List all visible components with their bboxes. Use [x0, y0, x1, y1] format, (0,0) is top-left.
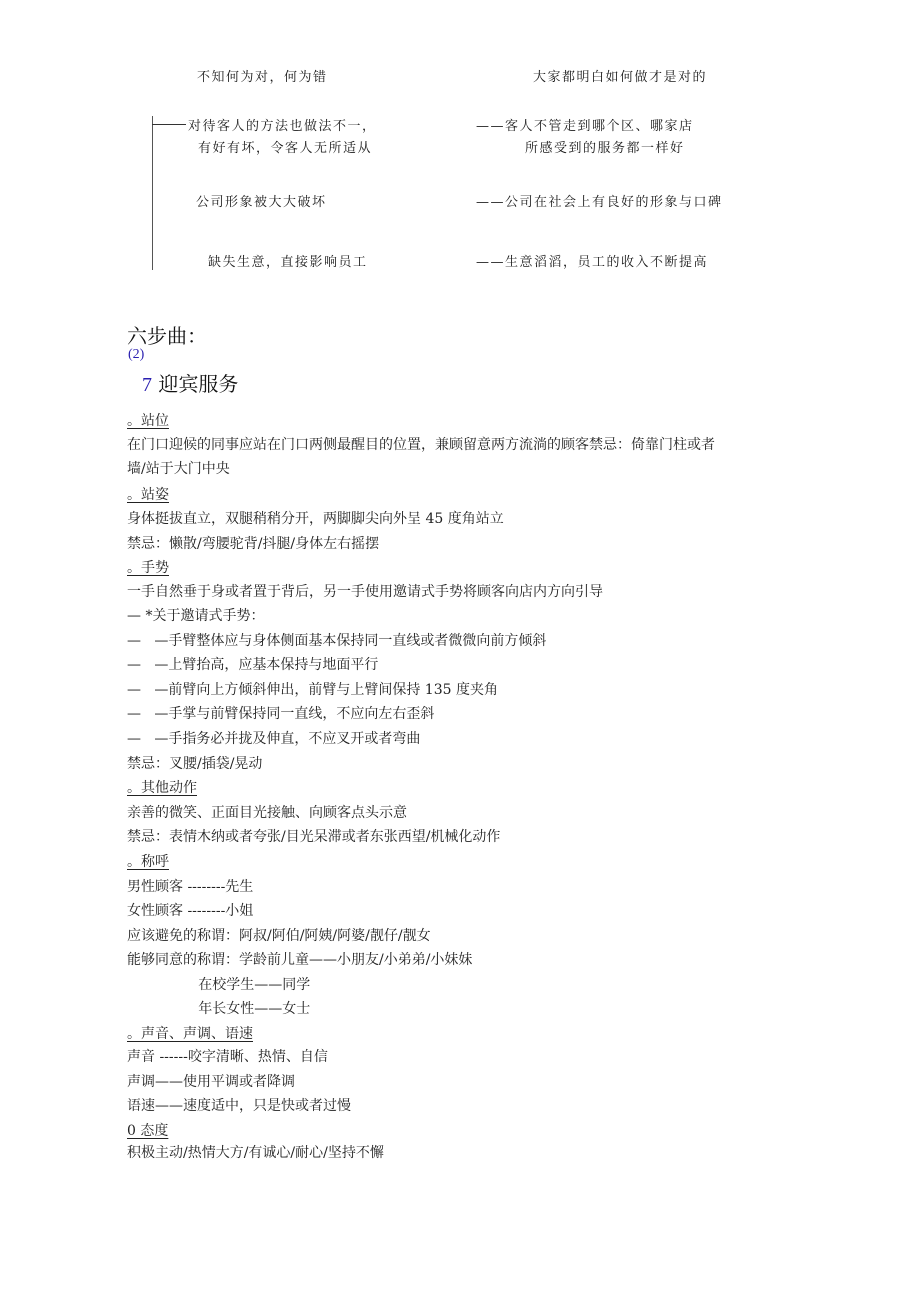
heading-voice: 。声音、声调、语速 — [127, 1026, 253, 1042]
shoushi-line-8: 禁忌：叉腰/插袋/晃动 — [127, 756, 263, 772]
heading-zhanwei: 。站位 — [127, 413, 169, 429]
left-row-2: 公司形象被大大破坏 — [196, 195, 327, 210]
left-row-3: 缺失生意，直接影响员工 — [208, 255, 368, 270]
voice-line-3: 语速——速度适中，只是快或者过慢 — [127, 1098, 351, 1114]
section-title: 迎宾服务 — [158, 372, 239, 396]
section-number: 7 — [142, 374, 152, 396]
shoushi-line-4: — —上臂抬高，应基本保持与地面平行 — [127, 657, 379, 673]
address-line-3: 应该避免的称谓：阿叔/阿伯/阿姨/阿婆/靓仔/靓女 — [127, 928, 431, 944]
left-row-1-line-2: 有好有坏，令客人无所适从 — [198, 141, 373, 156]
section-heading — [142, 368, 238, 397]
heading-shoushi: 。手势 — [127, 560, 169, 576]
heading-address: 。称呼 — [127, 854, 169, 870]
address-line-1: 男性顾客 --------先生 — [127, 879, 254, 895]
heading-other-actions: 。其他动作 — [127, 780, 197, 796]
shoushi-line-7: — —手指务必并拢及伸直，不应叉开或者弯曲 — [127, 731, 421, 747]
address-line-5: 在校学生——同学 — [127, 977, 311, 993]
attitude-line-1: 积极主动/热情大方/有诚心/耐心/坚持不懈 — [127, 1145, 384, 1161]
shoushi-line-6: — —手掌与前臂保持同一直线，不应向左右歪斜 — [127, 706, 435, 722]
zhanwei-line-1: 在门口迎候的同事应站在门口两侧最醒目的位置，兼顾留意两方流淌的顾客禁忌：倚靠门柱或者 — [127, 437, 715, 453]
other-line-2: 禁忌：表情木纳或者夸张/目光呆滞或者东张西望/机械化动作 — [127, 829, 501, 845]
right-row-1-line-1: ——客人不管走到哪个区、哪家店 — [476, 119, 694, 134]
address-line-2: 女性顾客 --------小姐 — [127, 903, 254, 919]
right-row-3: ——生意滔滔，员工的收入不断提高 — [476, 255, 709, 270]
zhanwei-line-2: 墙/站于大门中央 — [127, 461, 230, 477]
heading-zhanzi: 。站姿 — [127, 487, 169, 503]
other-line-1: 亲善的微笑、正面目光接触、向顾客点头示意 — [127, 805, 407, 821]
left-header: 不知何为对，何为错 — [197, 70, 328, 85]
voice-line-2: 声调——使用平调或者降调 — [127, 1074, 295, 1090]
page-title: 六步曲： — [127, 324, 207, 348]
step-marker: (2) — [128, 347, 145, 362]
voice-line-1: 声音 ------咬字清晰、热情、自信 — [127, 1049, 328, 1065]
bracket-line — [152, 116, 153, 270]
address-line-4: 能够同意的称谓：学龄前儿童——小朋友/小弟弟/小妹妹 — [127, 952, 473, 968]
shoushi-line-5: — —前臂向上方倾斜伸出，前臂与上臂间保持 135 度夹角 — [127, 682, 498, 698]
bracket-tick — [152, 124, 186, 125]
shoushi-line-1: 一手自然垂于身或者置于背后，另一手使用邀请式手势将顾客向店内方向引导 — [127, 584, 603, 600]
zhanzi-line-1: 身体挺拔直立，双腿稍稍分开，两脚脚尖向外呈 45 度角站立 — [127, 511, 504, 527]
right-row-2: ——公司在社会上有良好的形象与口碑 — [476, 195, 723, 210]
heading-attitude: 0 态度 — [127, 1123, 169, 1139]
shoushi-line-3: — —手臂整体应与身体侧面基本保持同一直线或者微微向前方倾斜 — [127, 633, 547, 649]
zhanzi-line-2: 禁忌：懒散/弯腰驼背/抖腿/身体左右摇摆 — [127, 536, 380, 552]
right-row-1-line-2: 所感受到的服务都一样好 — [525, 141, 685, 156]
shoushi-line-2: — *关于邀请式手势： — [127, 608, 265, 624]
address-line-6: 年长女性——女士 — [127, 1001, 311, 1017]
right-header: 大家都明白如何做才是对的 — [533, 70, 708, 85]
left-row-1-line-1: 对待客人的方法也做法不一， — [188, 119, 377, 134]
